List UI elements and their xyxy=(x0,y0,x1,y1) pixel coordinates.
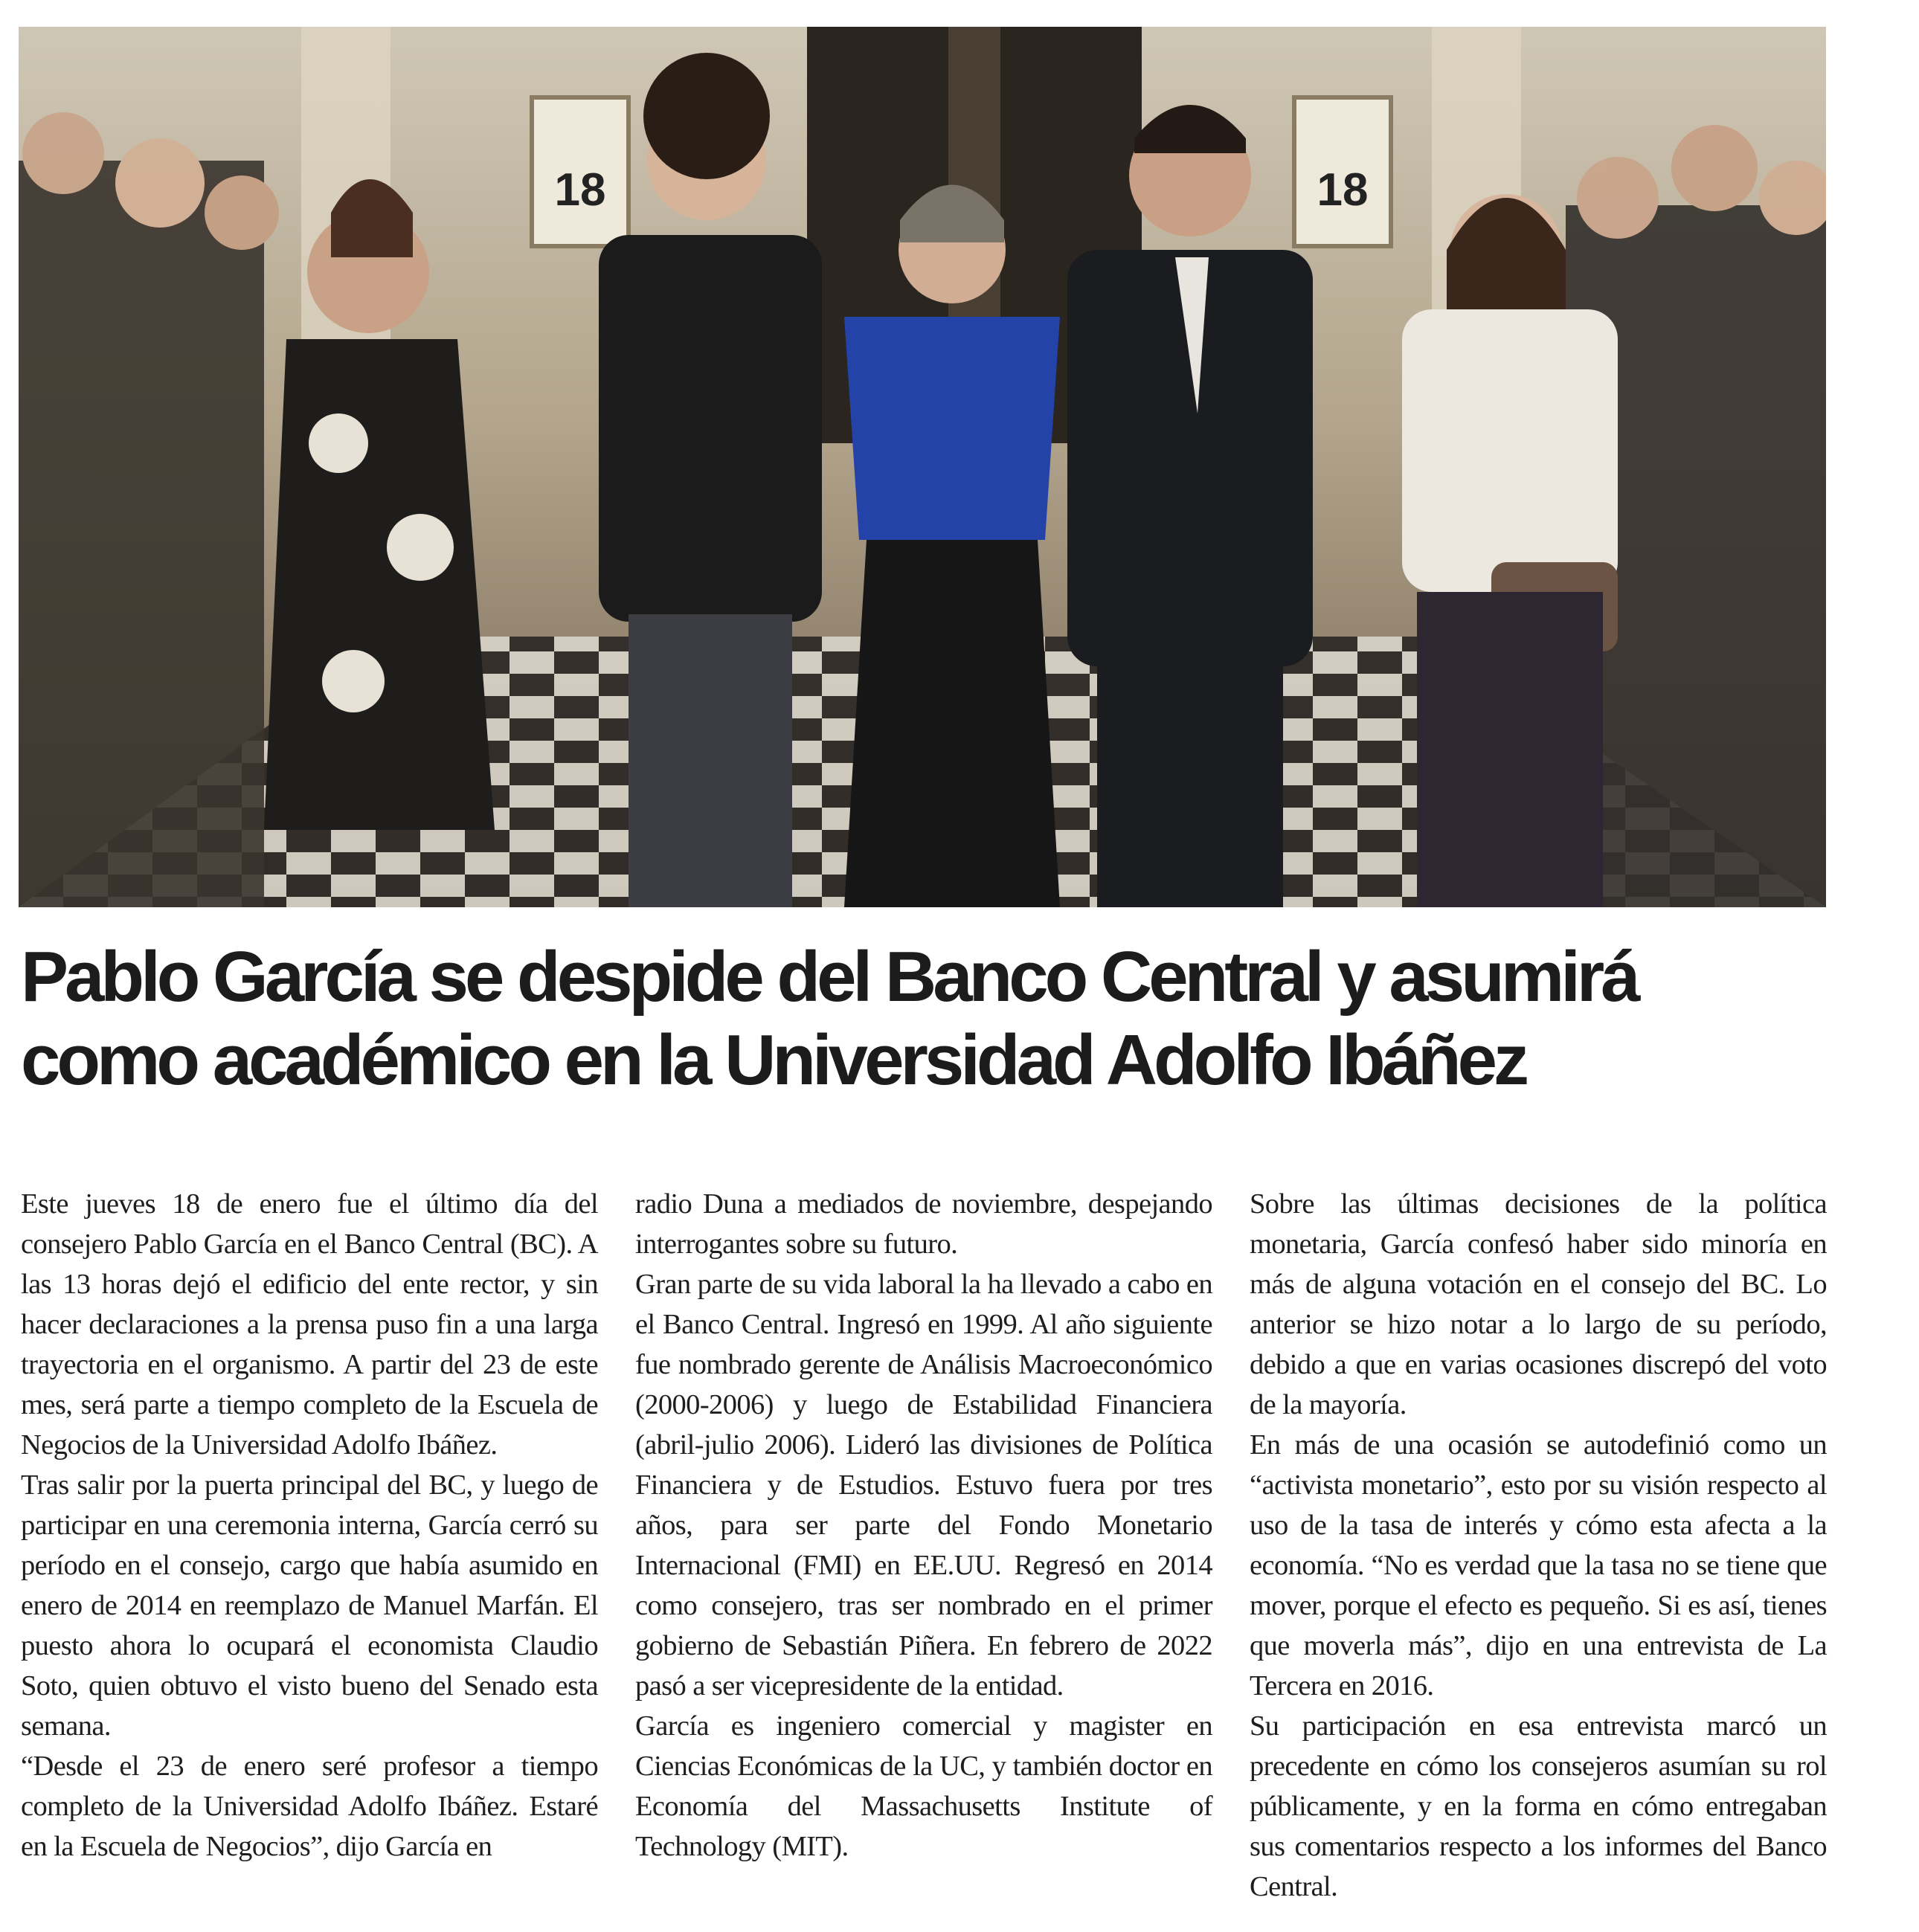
hall-sign-right xyxy=(1294,97,1391,246)
sign-number-right: 18 xyxy=(1317,164,1369,216)
article-body xyxy=(21,1184,1828,1902)
headline-line-2: como académico en la Universidad Adolfo Ibáñez xyxy=(21,1020,1526,1100)
sign-number-left: 18 xyxy=(554,164,606,216)
paragraph: García es ingeniero comercial y magister en Ciencias Económicas de la UC, y también doctor en Economía del Massachusetts Institute of Technology (MIT). xyxy=(635,1710,1212,1862)
article-column-2 xyxy=(635,1184,1212,1867)
paragraph: Sobre las últimas decisiones de la política monetaria, García confesó haber sido minoría en más de alguna votación en el consejo del BC. Lo anterior se hizo notar a lo largo de su período, debido a que en varias ocasiones discrepó del voto de la mayoría. xyxy=(1250,1188,1827,1420)
paragraph: Gran parte de su vida laboral la ha llevado a cabo en el Banco Central. Ingresó en 1999. Al año siguiente fue nombrado gerente de Análisis Macroeconómico (2000-2006) y luego de Estabilidad Financiera (abril-julio 2006). Lideró las divisiones de Política Financiera y de Estudios. Estuvo fuera por tres años, para ser parte del Fondo Monetario Internacional (FMI) en EE.UU. Regresó en 2014 como consejero, tras ser nombrado en el primer gobierno de Sebastián Piñera. En febrero de 2022 pasó a ser vicepresidente de la entidad. xyxy=(635,1269,1212,1701)
article-column-1 xyxy=(21,1184,598,1867)
headline xyxy=(21,936,1880,1102)
paragraph: Su participación en esa entrevista marcó un precedente en cómo los consejeros asumían su rol públicamente, y en la forma en cómo entregaban sus comentarios respecto a los informes del Banco Central. xyxy=(1250,1710,1827,1902)
article-column-3 xyxy=(1250,1184,1827,1907)
paragraph: “Desde el 23 de enero seré profesor a tiempo completo de la Universidad Adolfo Ibáñez. Estaré en la Escuela de Negocios”, dijo García en xyxy=(21,1751,598,1862)
photo-icon xyxy=(19,27,1826,907)
paragraph: radio Duna a mediados de noviembre, despejando interrogantes sobre su futuro. xyxy=(635,1188,1212,1260)
paragraph: Tras salir por la puerta principal del BC, y luego de participar en una ceremonia interna, García cerró su período en el consejo, cargo que había asumido en enero de 2014 en reemplazo de Manuel Marfán. El puesto ahora lo ocupará el economista Claudio Soto, quien obtuvo el visto bueno del Senado esta semana. xyxy=(21,1469,598,1742)
paragraph: En más de una ocasión se autodefinió como un “activista monetario”, esto por su visión respecto al uso de la tasa de interés y cómo esta afecta a la economía. “No es verdad que la tasa no se tiene que mover, porque el efecto es pequeño. Si es así, tienes que moverla más”, dijo en una entrevista de La Tercera en 2016. xyxy=(1250,1429,1827,1701)
news-photo xyxy=(19,27,1826,907)
hall-sign-left xyxy=(532,97,629,246)
headline-line-1: Pablo García se despide del Banco Central y asumirá xyxy=(21,937,1637,1017)
paragraph: Este jueves 18 de enero fue el último día del consejero Pablo García en el Banco Central (BC). A las 13 horas dejó el edificio del ente rector, y sin hacer declaraciones a la prensa puso fin a una larga trayectoria en el organismo. A partir del 23 de este mes, será parte a tiempo completo de la Escuela de Negocios de la Universidad Adolfo Ibáñez. xyxy=(21,1188,598,1461)
